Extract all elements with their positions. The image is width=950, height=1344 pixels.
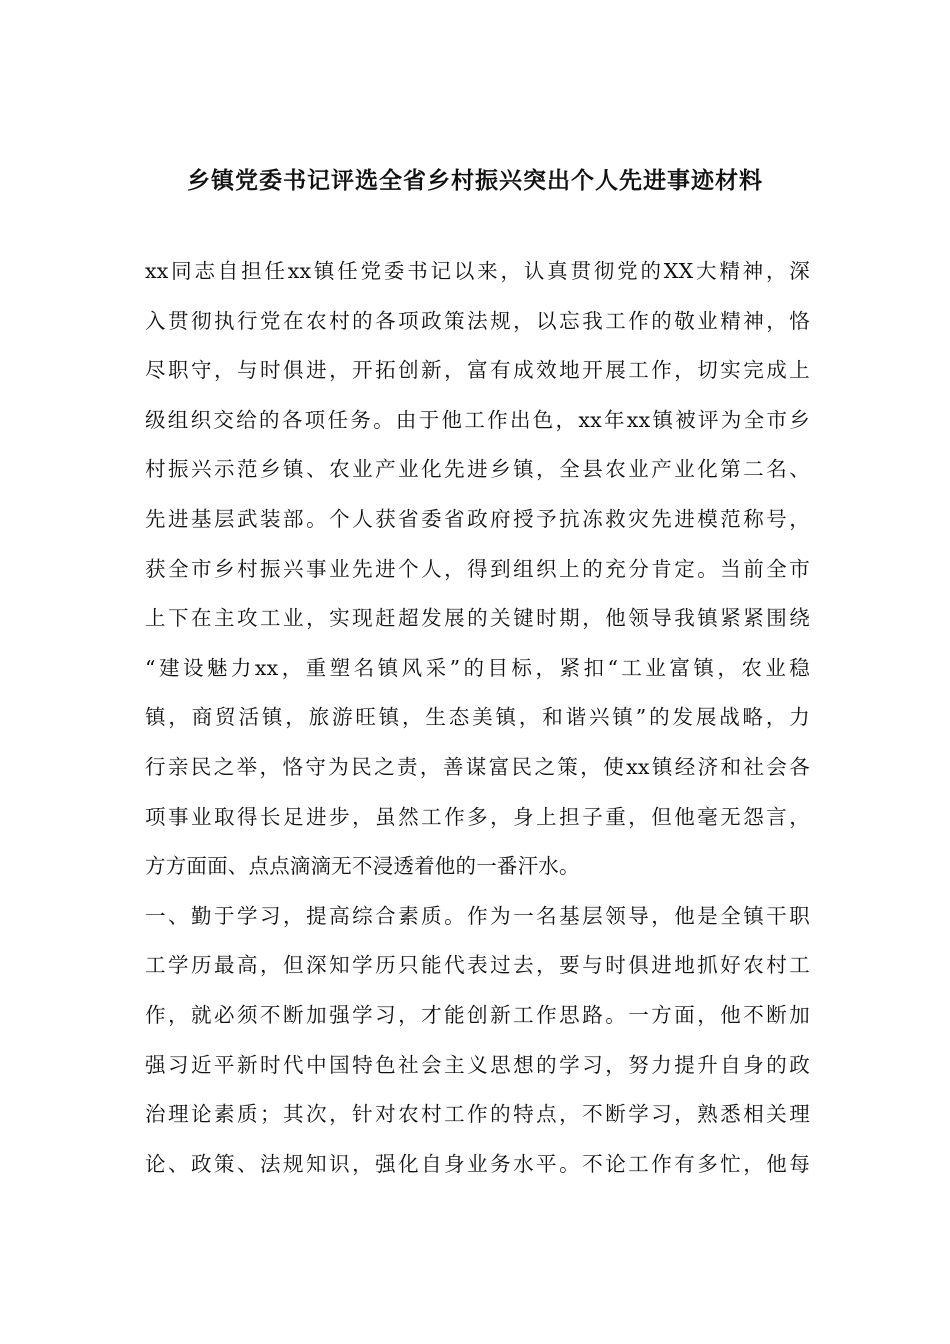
body-line: 入贯彻执行党在农村的各项政策法规，以忘我工作的敬业精神，恪 — [145, 308, 810, 333]
body-line: 作，就必须不断加强学习，才能创新工作思路。一方面，他不断加 — [145, 1002, 810, 1027]
body-line: 镇，商贸活镇，旅游旺镇，生态美镇，和谐兴镇”的发展战略，力 — [145, 705, 810, 730]
body-line: 方方面面、点点滴滴无不浸透着他的一番汗水。 — [145, 854, 580, 879]
document-title: 乡镇党委书记评选全省乡村振兴突出个人先进事迹材料 — [187, 167, 763, 194]
body-line: 行亲民之举，恪守为民之责，善谋富民之策，使xx镇经济和社会各 — [145, 754, 810, 779]
body-line: 上下在主攻工业，实现赶超发展的关键时期，他领导我镇紧紧围绕 — [145, 606, 810, 631]
body-line: 获全市乡村振兴事业先进个人，得到组织上的充分肯定。当前全市 — [145, 556, 810, 581]
body-line: 村振兴示范乡镇、农业产业化先进乡镇，全县农业产业化第二名、 — [145, 457, 810, 482]
body-line: 一、勤于学习，提高综合素质。作为一名基层领导，他是全镇干职 — [145, 903, 810, 928]
body-line: 论、政策、法规知识，强化自身业务水平。不论工作有多忙，他每 — [145, 1151, 810, 1176]
document-body — [145, 247, 810, 1189]
body-line: 项事业取得长足进步，虽然工作多，身上担子重，但他毫无怨言， — [145, 804, 810, 829]
body-line: “建设魅力xx，重塑名镇风采”的目标，紧扣“工业富镇，农业稳 — [145, 655, 810, 680]
body-line: xx同志自担任xx镇任党委书记以来，认真贯彻党的XX大精神，深 — [145, 259, 810, 283]
body-line: 治理论素质；其次，针对农村工作的特点，不断学习，熟悉相关理 — [145, 1102, 810, 1127]
body-line: 强习近平新时代中国特色社会主义思想的学习，努力提升自身的政 — [145, 1052, 810, 1077]
body-line: 级组织交给的各项任务。由于他工作出色，xx年xx镇被评为全市乡 — [145, 407, 810, 432]
body-line: 先进基层武装部。个人获省委省政府授予抗冻救灾先进模范称号， — [145, 506, 810, 531]
body-line: 尽职守，与时俱进，开拓创新，富有成效地开展工作，切实完成上 — [145, 358, 810, 383]
body-line: 工学历最高，但深知学历只能代表过去，要与时俱进地抓好农村工 — [145, 953, 810, 978]
